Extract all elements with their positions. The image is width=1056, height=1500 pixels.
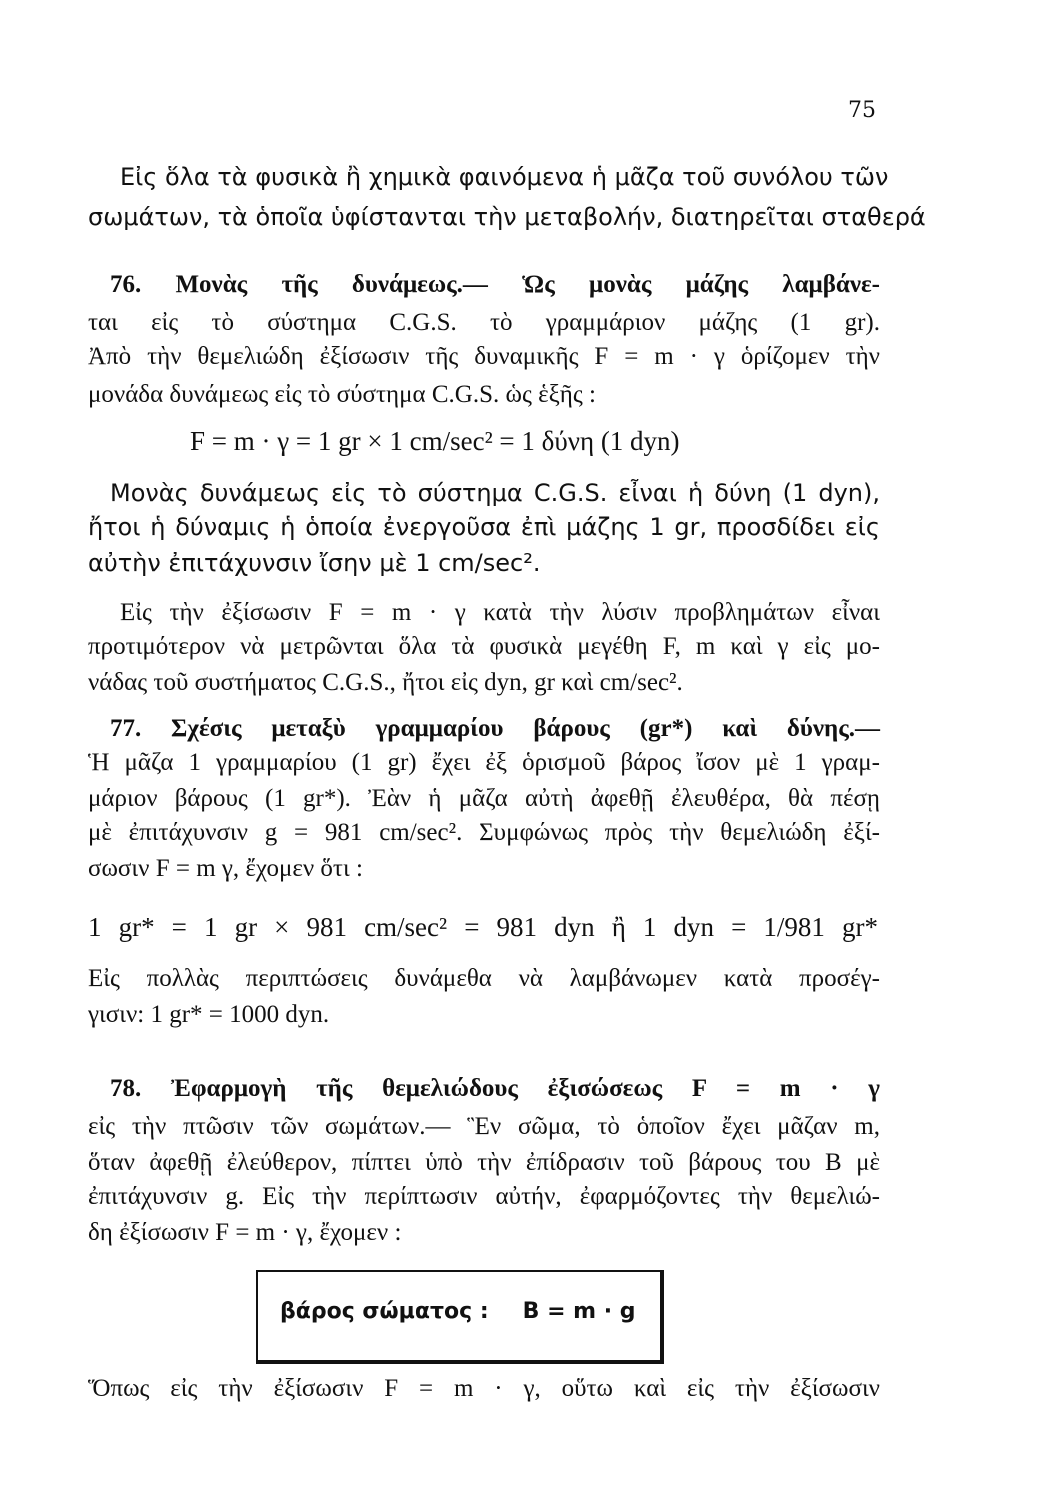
boxed-formula-label: βάρος σώματος : — [280, 1299, 489, 1324]
text-line: μονάδα δυνάμεως εἰς τὸ σύστημα C.G.S. ὡς ἑξῆς : — [88, 381, 596, 408]
text-line: Ἡ μᾶζα 1 γραμμαρίου (1 gr) ἔχει ἐξ ὁρισμοῦ βάρος ἴσον μὲ 1 γραμ- — [88, 749, 880, 776]
text-line: εἰς τὴν πτῶσιν τῶν σωμάτων.— Ἓν σῶμα, τὸ ὁποῖον ἔχει μᾶζαν m, — [88, 1113, 880, 1140]
text-line: σωσιν F = m γ, ἔχομεν ὅτι : — [88, 855, 363, 882]
section-78-heading: 78. Ἐφαρμογὴ τῆς θεμελιώδους ἐξισώσεως F = m · γ — [110, 1075, 880, 1102]
boxed-formula-expression: B = m · g — [522, 1299, 636, 1324]
text-line: γισιν: 1 gr* = 1000 dyn. — [88, 1001, 330, 1028]
text-line: αὐτὴν ἐπιτάχυνσιν ἴσην μὲ 1 cm/sec². — [88, 549, 541, 577]
page-number: 75 — [848, 98, 876, 123]
equation-gr-star: 1 gr* = 1 gr × 981 cm/sec² = 981 dyn ἢ 1 dyn = 1/981 gr* — [88, 912, 878, 942]
text-line: ἤτοι ἡ δύναμις ἡ ὁποία ἐνεργοῦσα ἐπὶ μάζης 1 gr, προσδίδει εἰς — [88, 513, 880, 541]
text-line: Εἰς ὅλα τὰ φυσικὰ ἢ χημικὰ φαινόμενα ἡ μᾶζα τοῦ συνόλου τῶν — [120, 163, 889, 191]
text-line: δη ἐξίσωσιν F = m · γ, ἔχομεν : — [88, 1219, 402, 1246]
boxed-formula — [280, 1295, 640, 1329]
section-77-heading: 77. Σχέσις μεταξὺ γραμμαρίου βάρους (gr*) καὶ δύνης.— — [110, 715, 880, 742]
section-76-heading: 76. Μονὰς τῆς δυνάμεως.— Ὡς μονὰς μάζης λαμβάνε- — [110, 271, 880, 298]
text-line: Μονὰς δυνάμεως εἰς τὸ σύστημα C.G.S. εἶναι ἡ δύνη (1 dyn), — [110, 479, 880, 507]
equation-dyn: F = m · γ = 1 gr × 1 cm/sec² = 1 δύνη (1 dyn) — [190, 426, 680, 456]
text-line: ὅταν ἀφεθῇ ἐλεύθερον, πίπτει ὑπὸ τὴν ἐπίδρασιν τοῦ βάρους του B μὲ — [88, 1149, 880, 1176]
text-line: σωμάτων, τὰ ὁποῖα ὑφίστανται τὴν μεταβολήν, διατηρεῖται σταθερά — [88, 203, 926, 231]
text-line: νάδας τοῦ συστήματος C.G.S., ἤτοι εἰς dyn, gr καὶ cm/sec². — [88, 669, 683, 696]
text-line: προτιμότερον νὰ μετρῶνται ὅλα τὰ φυσικὰ μεγέθη F, m καὶ γ εἰς μο- — [88, 633, 880, 660]
text-line: μάριον βάρους (1 gr*). Ἐὰν ἡ μᾶζα αὐτὴ ἀφεθῇ ἐλευθέρα, θὰ πέσῃ — [88, 785, 880, 812]
text-line: Εἰς πολλὰς περιπτώσεις δυνάμεθα νὰ λαμβάνωμεν κατὰ προσέγ- — [88, 965, 880, 992]
text-line: μὲ ἐπιτάχυνσιν g = 981 cm/sec². Συμφώνως πρὸς τὴν θεμελιώδη ἐξί- — [88, 819, 880, 846]
text-line: ἐπιτάχυνσιν g. Εἰς τὴν περίπτωσιν αὐτήν, ἐφαρμόζοντες τὴν θεμελιώ- — [88, 1183, 880, 1210]
text-line: ται εἰς τὸ σύστημα C.G.S. τὸ γραμμάριον μάζης (1 gr). — [88, 309, 880, 336]
text-line: Εἰς τὴν ἐξίσωσιν F = m · γ κατὰ τὴν λύσιν προβλημάτων εἶναι — [120, 599, 880, 626]
text-line: Ἀπὸ τὴν θεμελιώδη ἐξίσωσιν τῆς δυναμικῆς F = m · γ ὁρίζομεν τὴν — [88, 343, 880, 370]
text-line: Ὅπως εἰς τὴν ἐξίσωσιν F = m · γ, οὕτω καὶ εἰς τὴν ἐξίσωσιν — [88, 1375, 880, 1402]
